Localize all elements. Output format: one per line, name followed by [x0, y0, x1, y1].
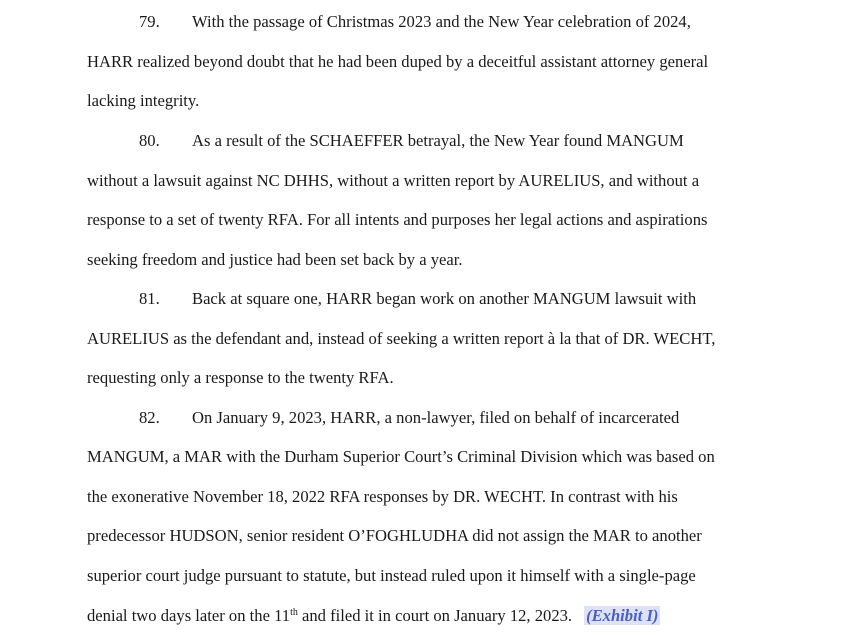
paragraph-text: With the passage of Christmas 2023 and the New Year celebration of 2024, — [192, 12, 691, 31]
paragraph-line: requesting only a response to the twenty RFA. — [87, 368, 394, 387]
paragraph-text: As a result of the SCHAEFFER betrayal, the New Year found MANGUM — [192, 131, 684, 150]
paragraph-text: and filed it in court on January 12, 2023. — [297, 606, 573, 625]
paragraph-number: 79. — [139, 12, 160, 31]
paragraph-line: superior court judge pursuant to statute, but instead ruled upon it himself with a single-page — [87, 566, 696, 585]
paragraph-text: Back at square one, HARR began work on another MANGUM lawsuit with — [192, 289, 697, 308]
ordinal-superscript: th — [290, 607, 298, 618]
paragraph-number: 80. — [139, 131, 160, 150]
paragraph-number: 82. — [139, 408, 160, 427]
paragraph-line: MANGUM, a MAR with the Durham Superior Court’s Criminal Division which was based on — [87, 447, 715, 466]
paragraph-line: the exonerative November 18, 2022 RFA responses by DR. WECHT. In contrast with his — [87, 487, 678, 506]
paragraph-80-first-line — [139, 131, 684, 151]
paragraph-line: seeking freedom and justice had been set back by a year. — [87, 250, 463, 269]
exhibit-i-link[interactable]: (Exhibit I) — [586, 606, 659, 625]
paragraph-line: without a lawsuit against NC DHHS, without a written report by AURELIUS, and without a — [87, 171, 700, 190]
paragraph-line: AURELIUS as the defendant and, instead of seeking a written report à la that of DR. WECHT, — [87, 329, 716, 348]
paragraph-81-first-line — [139, 289, 696, 309]
paragraph-text: denial two days later on the 11 — [87, 606, 291, 625]
paragraph-last-line — [87, 606, 660, 626]
paragraph-line: HARR realized beyond doubt that he had been duped by a deceitful assistant attorney general — [87, 52, 709, 71]
paragraph-line: response to a set of twenty RFA. For all intents and purposes her legal actions and aspirations — [87, 210, 708, 229]
paragraph-line: lacking integrity. — [87, 91, 200, 110]
paragraph-82-first-line — [139, 408, 679, 428]
paragraph-number: 81. — [139, 289, 160, 308]
paragraph-79-first-line — [139, 12, 691, 32]
paragraph-text: On January 9, 2023, HARR, a non-lawyer, filed on behalf of incarcerated — [192, 408, 680, 427]
paragraph-line: predecessor HUDSON, senior resident O’FOGHLUDHA did not assign the MAR to another — [87, 526, 702, 545]
